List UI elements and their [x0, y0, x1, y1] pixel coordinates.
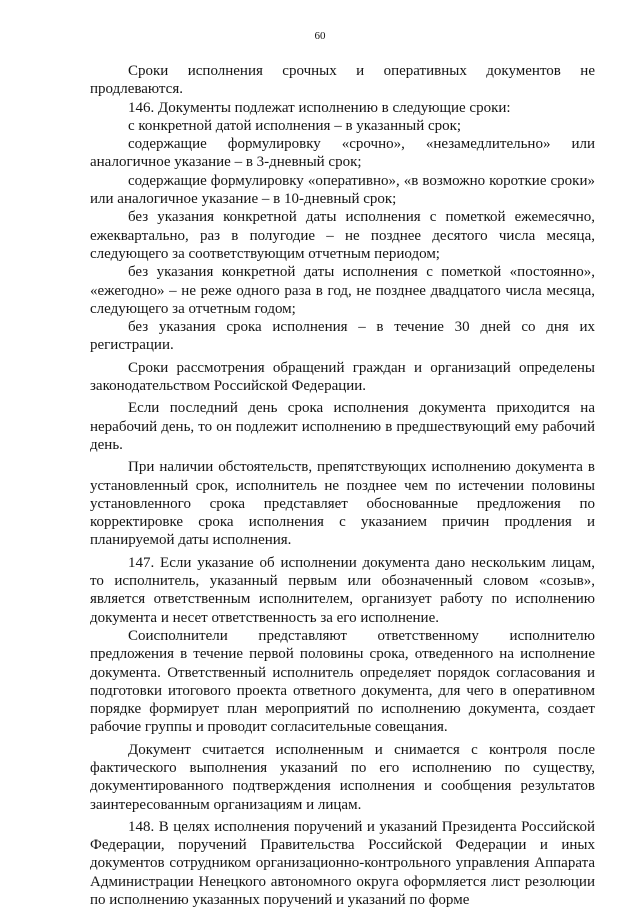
- paragraph-specific-date: с конкретной датой исполнения – в указанный срок;: [128, 117, 462, 134]
- paragraph-item-148: 148. В целях исполнения поручений и указаний Президента Российской Федерации, поручений Правительства Российской Федерации и иных документов сотрудником организационно-контрольного управления Аппарата Администрации Ненецкого автономного округа оформляется лист резолюции по исполнению указанных поручений и указаний по форме: [90, 818, 595, 909]
- paragraph-co-executors: Соисполнители представляют ответственному исполнителю предложения в течение первой половины срока, отведенного на исполнение документа. Ответственный исполнитель определяет порядок согласования и подготовки итогового проекта ответного документа, для чего в оперативном порядке формирует план мероприятий по исполнению документа, создает рабочие группы и проводит согласительные совещания.: [90, 627, 595, 736]
- paragraph-urgent-3-day: содержащие формулировку «срочно», «незамедлительно» или аналогичное указание – в 3-дневный срок;: [90, 136, 595, 171]
- paragraph-permanent-yearly: без указания конкретной даты исполнения с пометкой «постоянно», «ежегодно» – не реже одного раза в год, не позднее двадцатого числа месяца, следующего за отчетным годом;: [90, 264, 595, 317]
- paragraph-operative-10-day: содержащие формулировку «оперативно», «в возможно короткие сроки» или аналогичное указание – в 10-дневный срок;: [90, 172, 595, 208]
- document-body: [90, 62, 595, 909]
- paragraph-30-days: без указания срока исполнения – в течение 30 дней со дня их регистрации.: [90, 319, 595, 354]
- paragraph-extension-request: При наличии обстоятельств, препятствующих исполнению документа в установленный срок, исполнитель не позднее чем по истечении половины установленного срока представляет обоснованные предложения по корректировке срока исполнения с указанием причин продления и планируемой даты исполнения.: [90, 459, 595, 549]
- paragraph-citizen-appeals: Сроки рассмотрения обращений граждан и организаций определены законодательством Российской Федерации.: [90, 359, 595, 395]
- paragraph-execution-complete: Документ считается исполненным и снимается с контроля после фактического выполнения указаний по его исполнению по существу, документированного подтверждения исполнения и сообщения результатов заинтересованным организациям и лицам.: [90, 741, 595, 813]
- paragraph-non-working-day: Если последний день срока исполнения документа приходится на нерабочий день, то он подлежит исполнению в предшествующий ему рабочий день.: [90, 400, 595, 453]
- paragraph-item-146: 146. Документы подлежат исполнению в следующие сроки:: [128, 99, 511, 116]
- page-number: 60: [314, 30, 326, 42]
- paragraph-item-147: 147. Если указание об исполнении документа дано нескольким лицам, то исполнитель, указанный первым или обозначенный словом «созыв», является ответственным исполнителем, организует работу по исполнению документа и несет ответственность за его исполнение.: [90, 554, 595, 626]
- paragraph-monthly-quarterly: без указания конкретной даты исполнения с пометкой ежемесячно, ежеквартально, раз в полугодие – не позднее десятого числа месяца, следующего за соответствующим отчетным периодом;: [90, 209, 595, 262]
- paragraph-urgent-deadlines: Сроки исполнения срочных и оперативных документов не продлеваются.: [90, 63, 595, 98]
